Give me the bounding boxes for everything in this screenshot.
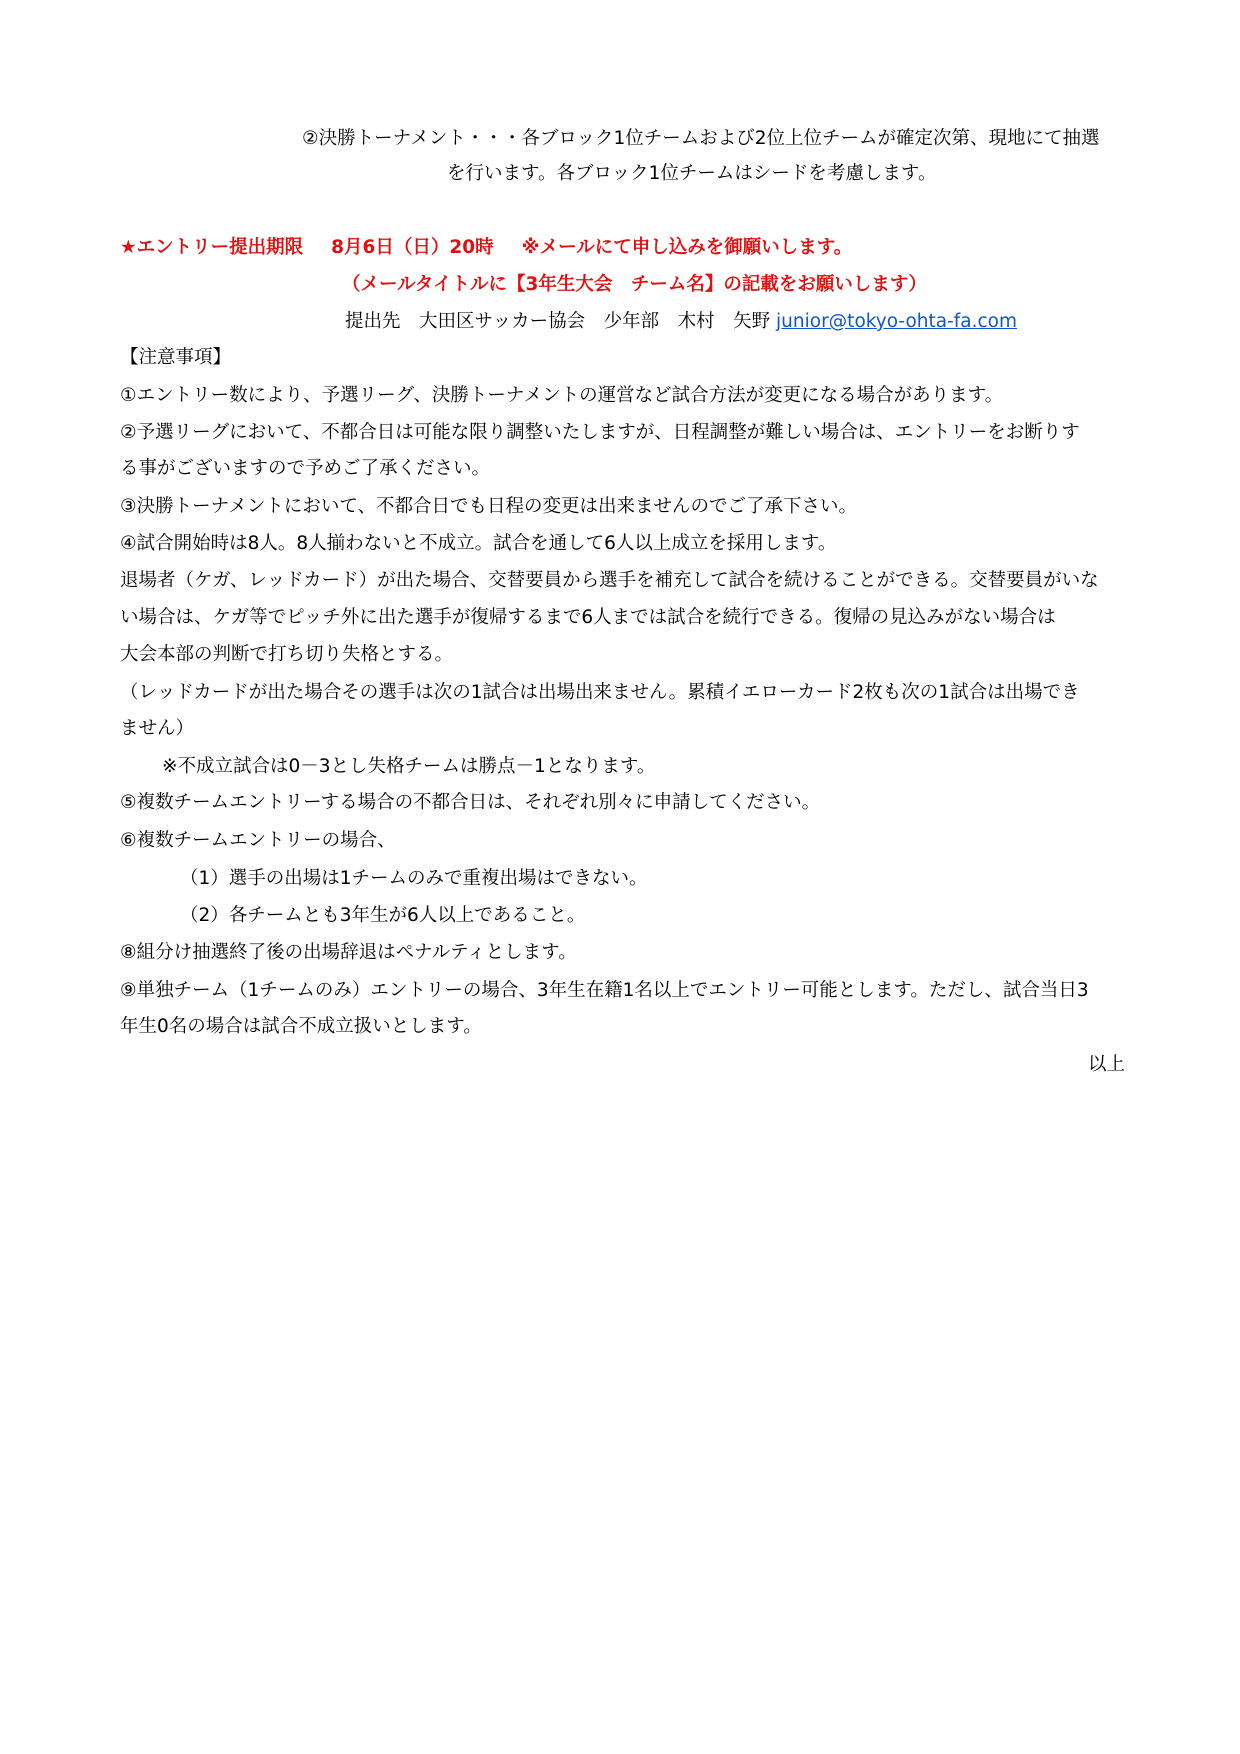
note-4e: （レッドカードが出た場合その選手は次の1試合は出場出来ません。累積イエローカード2枚も次の1試合は出場でき bbox=[120, 682, 1080, 703]
tournament-final-line1: ②決勝トーナメント・・・各ブロック1位チームおよび2位上位チームが確定次第、現地にて抽選 bbox=[302, 128, 1100, 149]
closing-text: 以上 bbox=[1087, 1054, 1125, 1075]
entry-deadline-label: ★エントリー提出期限 bbox=[120, 237, 304, 258]
tournament-final-line2: を行います。各ブロック1位チームはシードを考慮します。 bbox=[447, 163, 937, 184]
note-4b: 退場者（ケガ、レッドカード）が出た場合、交替要員から選手を補充して試合を続けることができる。交替要員がいな bbox=[120, 570, 1099, 591]
entry-deadline-row bbox=[120, 235, 852, 261]
note-1: ①エントリー数により、予選リーグ、決勝トーナメントの運営など試合方法が変更になる場合があります。 bbox=[120, 385, 1004, 406]
note-4g: ※不成立試合は0－3とし失格チームは勝点－1となります。 bbox=[162, 756, 656, 777]
entry-submit-to: 提出先 大田区サッカー協会 少年部 木村 矢野 bbox=[345, 311, 771, 332]
note-8: ⑧組分け抽選終了後の出場辞退はペナルティとします。 bbox=[120, 942, 577, 963]
note-6: ⑥複数チームエントリーの場合、 bbox=[120, 830, 396, 851]
entry-deadline-note: ※メールにて申し込みを御願いします。 bbox=[521, 237, 853, 258]
note-9a: ⑨単独チーム（1チームのみ）エントリーの場合、3年生在籍1名以上でエントリー可能とします。ただし、試合当日3 bbox=[120, 980, 1089, 1001]
note-4: ④試合開始時は8人。8人揃わないと不成立。試合を通して6人以上成立を採用します。 bbox=[120, 533, 837, 554]
note-5: ⑤複数チームエントリーする場合の不都合日は、それぞれ別々に申請してください。 bbox=[120, 792, 821, 813]
note-4f: ません） bbox=[120, 718, 195, 739]
note-6-2: （2）各チームとも3年生が6人以上であること。 bbox=[180, 905, 586, 926]
note-3: ③決勝トーナメントにおいて、不都合日でも日程の変更は出来ませんのでご了承下さい。 bbox=[120, 496, 857, 517]
note-2a: ②予選リーグにおいて、不都合日は可能な限り調整いたしますが、日程調整が難しい場合は、エントリーをお断りす bbox=[120, 422, 1080, 443]
entry-title-note: （メールタイトルに【3年生大会 チーム名】の記載をお願いします） bbox=[342, 274, 927, 295]
note-6-1: （1）選手の出場は1チームのみで重複出場はできない。 bbox=[180, 868, 648, 889]
note-4c: い場合は、ケガ等でピッチ外に出た選手が復帰するまで6人までは試合を続行できる。復帰の見込みがない場合は bbox=[120, 607, 1056, 628]
note-9b: 年生0名の場合は試合不成立扱いとします。 bbox=[120, 1016, 482, 1037]
entry-deadline-date: 8月6日（日）20時 bbox=[331, 237, 494, 258]
entry-submit-row bbox=[345, 309, 1017, 335]
entry-email-link[interactable]: junior@tokyo-ohta-fa.com bbox=[776, 311, 1017, 332]
note-2b: る事がございますので予めご了承ください。 bbox=[120, 458, 491, 479]
notes-heading: 【注意事項】 bbox=[120, 347, 232, 368]
note-4d: 大会本部の判断で打ち切り失格とする。 bbox=[120, 644, 454, 665]
